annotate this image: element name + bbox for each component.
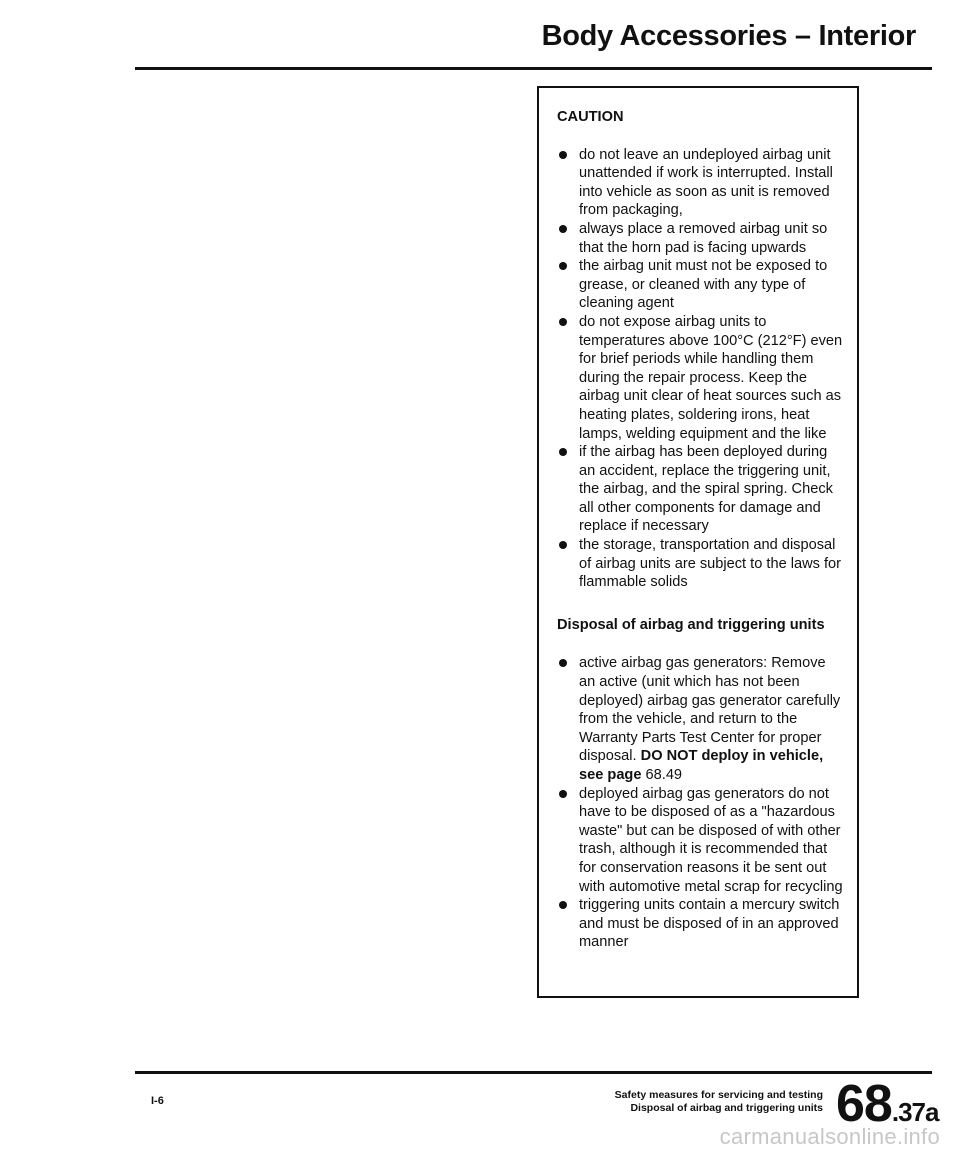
page-number: I-6 <box>151 1095 164 1107</box>
footer-caption <box>505 1089 823 1115</box>
footer-rule <box>135 1071 932 1074</box>
caution-item: the airbag unit must not be exposed to grease, or cleaned with any type of cleaning agent <box>555 257 843 313</box>
caution-item: do not leave an undeployed airbag unit unattended if work is interrupted. Install into vehicle as soon as unit is removed from packaging, <box>555 146 843 220</box>
disposal-item: triggering units contain a mercury switch and must be disposed of in an approved manner <box>555 896 843 952</box>
caution-heading: CAUTION <box>557 109 624 125</box>
caution-item: the storage, transportation and disposal of airbag units are subject to the laws for flammable solids <box>555 536 843 592</box>
page-title: Body Accessories – Interior <box>541 20 916 52</box>
section-code-sub: .37a <box>891 1097 939 1127</box>
disposal-item-warning: DO NOT deploy in vehicle, see page <box>579 748 824 783</box>
disposal-item <box>555 654 843 784</box>
caution-box <box>537 86 859 998</box>
footer-caption-line: Safety measures for servicing and testing <box>614 1089 823 1101</box>
disposal-list <box>553 654 843 952</box>
disposal-heading: Disposal of airbag and triggering units <box>557 616 825 633</box>
caution-list <box>553 146 843 592</box>
disposal-item: deployed airbag gas generators do not have to be disposed of as a "hazardous waste" but can be disposed of with other trash, although it is recommended that for conservation reasons it be sent out with automotive metal scrap for recycling <box>555 785 843 897</box>
section-code-main: 68 <box>836 1075 892 1133</box>
page-reference: 68.49 <box>645 767 683 783</box>
footer-caption-line: Disposal of airbag and triggering units <box>630 1102 823 1114</box>
caution-item: always place a removed airbag unit so that the horn pad is facing upwards <box>555 220 843 257</box>
caution-item: if the airbag has been deployed during an accident, replace the triggering unit, the airbag, and the spiral spring. Check all other components for damage and replace if necessary <box>555 443 843 536</box>
header-rule <box>135 67 932 70</box>
disposal-item-text: active airbag gas generators: Remove an active (unit which has not been deployed) airbag gas generator carefully from the vehicle, and return to the Warranty Parts Test Center for proper disposal. <box>579 655 841 765</box>
caution-item: do not expose airbag units to temperatures above 100°C (212°F) even for brief periods while handling them during the repair process. Keep the airbag unit clear of heat sources such as heating plates, soldering irons, heat lamps, welding equipment and the like <box>555 313 843 443</box>
watermark: carmanualsonline.info <box>719 1124 940 1149</box>
